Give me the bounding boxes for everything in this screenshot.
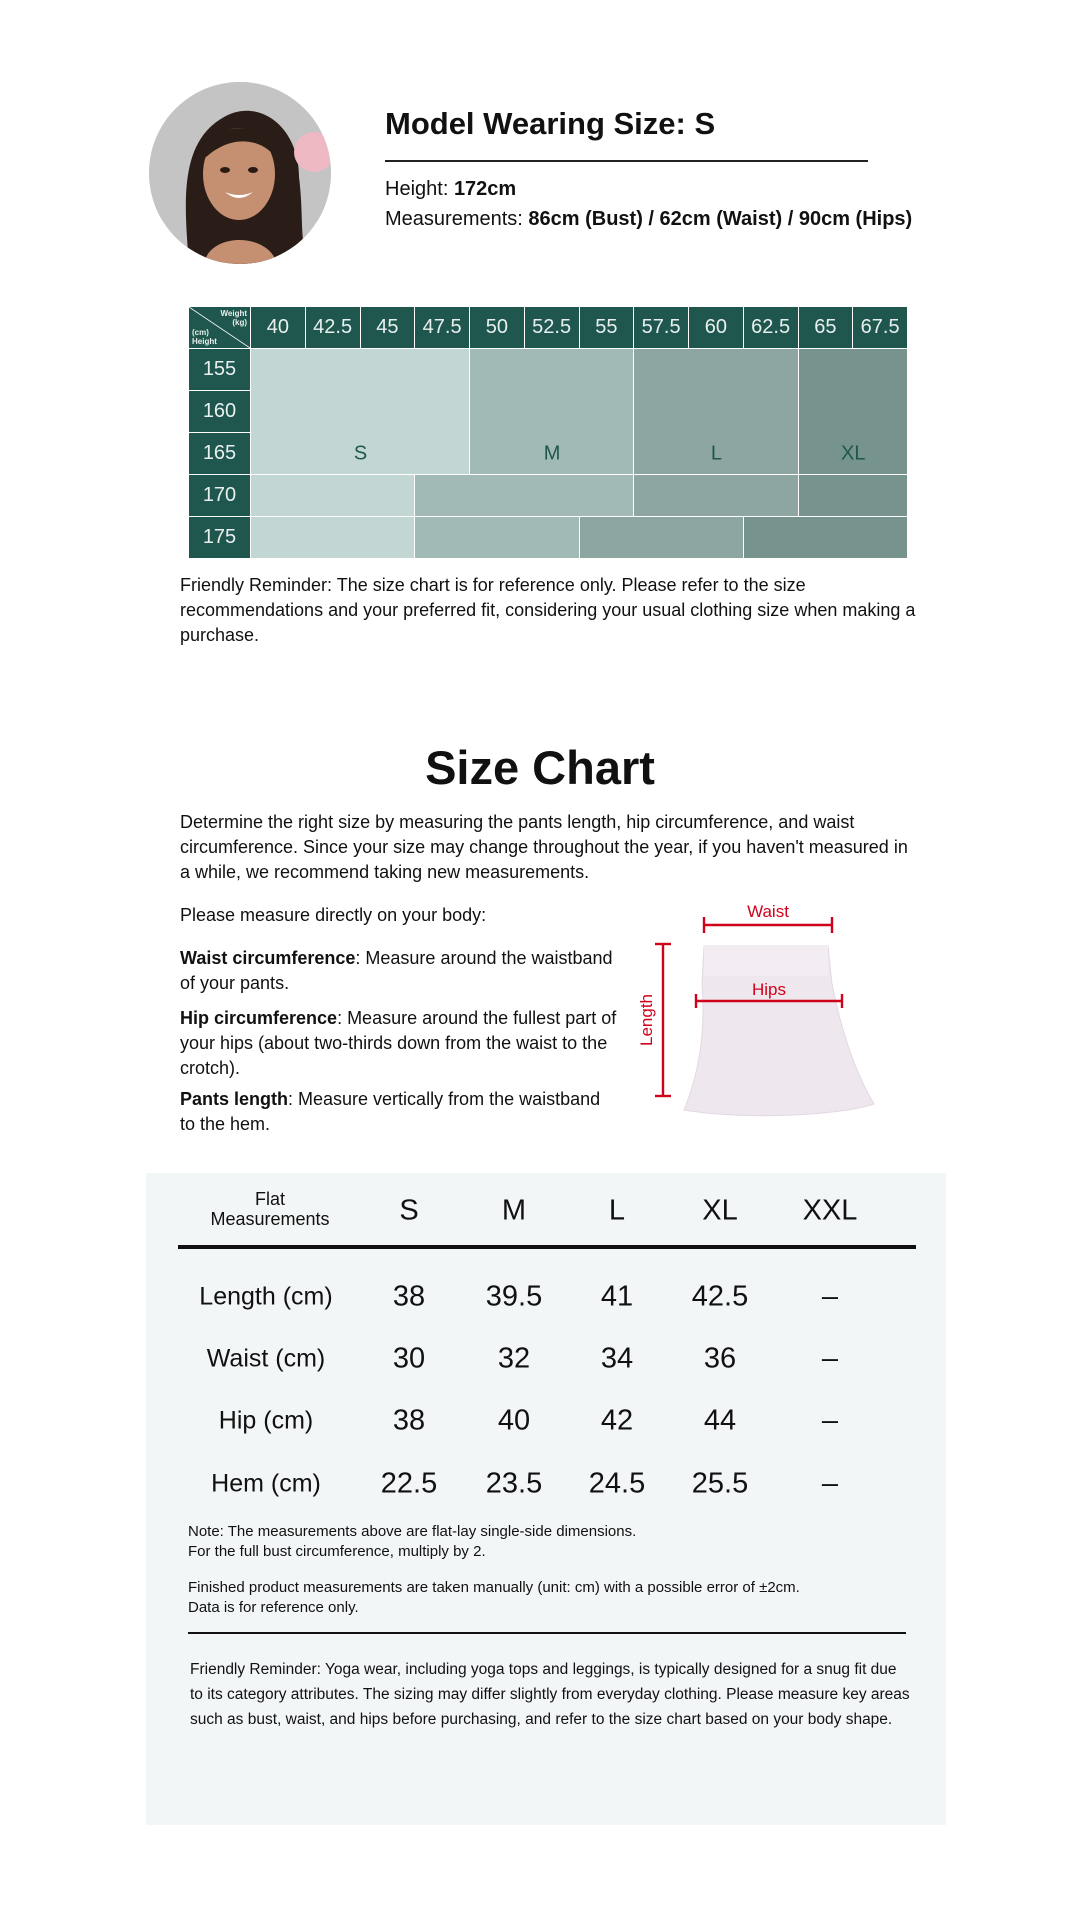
table-corner-header [210, 1189, 329, 1229]
weight-header-40: 40 [251, 307, 306, 349]
size-zone-s [251, 475, 415, 517]
size-column-m: M [501, 1194, 527, 1227]
corner-weight-unit: (kg) [232, 318, 247, 327]
table-cell: 32 [497, 1342, 531, 1375]
table-cell: 24.5 [588, 1467, 646, 1500]
size-chart-intro: Determine the right size by measuring the pants length, hip circumference, and waist circumference. Since your size may change throughout the year, if you haven't measured in a while, we recommend taking new measurements. [180, 812, 908, 882]
row-label: Length (cm) [199, 1282, 333, 1311]
corner-line-1: Flat [254, 1189, 285, 1209]
table-cell: 25.5 [691, 1467, 749, 1500]
table-cell: 42 [600, 1404, 634, 1437]
size-label-xl: XL [841, 442, 866, 465]
size-zone-m [415, 517, 579, 559]
table-cell: – [821, 1280, 839, 1313]
model-portrait-illustration [149, 82, 331, 264]
weight-header-47.5: 47.5 [415, 307, 470, 349]
height-header-160: 160 [189, 391, 251, 433]
table-cell: 23.5 [485, 1467, 543, 1500]
waist-desc: : Measure around the waistband of your pants. [180, 948, 613, 993]
size-zone-s [251, 517, 415, 559]
size-zone-l [634, 475, 798, 517]
skirt-measurement-diagram [636, 904, 886, 1126]
title-divider [385, 160, 868, 162]
table-cell: – [821, 1467, 839, 1500]
table-cell: 36 [703, 1342, 737, 1375]
weight-header-52.5: 52.5 [525, 307, 580, 349]
table-cell: 41 [600, 1280, 634, 1313]
table-cell: 38 [392, 1404, 426, 1437]
size-zone-xl [744, 517, 908, 559]
model-photo [149, 82, 331, 264]
weight-header-57.5: 57.5 [634, 307, 689, 349]
hip-definition [180, 1006, 620, 1081]
measurements-value: 86cm (Bust) / 62cm (Waist) / 90cm (Hips) [528, 208, 913, 230]
table-cell: 30 [392, 1342, 426, 1375]
weight-header-65: 65 [799, 307, 854, 349]
length-desc: : Measure vertically from the waistband to the hem. [180, 1089, 601, 1134]
header-divider [178, 1245, 916, 1249]
model-size-title: Model Wearing Size: S [385, 106, 716, 141]
hip-desc: : Measure around the fullest part of your hips (about two-thirds down from the waist to the crotch). [180, 1008, 617, 1078]
size-column-xxl: XXL [802, 1194, 858, 1227]
corner-line-2: Measurements [210, 1209, 330, 1229]
weight-header-67.5: 67.5 [853, 307, 908, 349]
table-cell: 44 [703, 1404, 737, 1437]
height-header-175: 175 [189, 517, 251, 559]
corner-weight-label: Weight [220, 309, 247, 318]
size-reminder-text: Friendly Reminder: The size chart is for reference only. Please refer to the size recommendations and your preferred fit, considering your usual clothing size when making a purchase. [180, 575, 916, 645]
note-line-2: For the full bust circumference, multiply by 2. [188, 1543, 486, 1560]
hips-label: Hips [751, 980, 787, 999]
weight-header-50: 50 [470, 307, 525, 349]
size-column-s: S [399, 1194, 419, 1227]
model-measurements [385, 208, 912, 231]
waist-definition [180, 946, 620, 996]
table-cell: 39.5 [485, 1280, 543, 1313]
height-value: 172cm [453, 178, 517, 200]
height-header-170: 170 [189, 475, 251, 517]
size-label-s: S [353, 442, 368, 465]
table-cell: 38 [392, 1280, 426, 1313]
table-cell: – [821, 1342, 839, 1375]
size-label-m: M [543, 442, 561, 465]
weight-header-45: 45 [361, 307, 416, 349]
table-cell: 40 [497, 1404, 531, 1437]
size-column-l: L [608, 1194, 626, 1227]
size-label-l: L [710, 442, 722, 465]
note-line-3: Finished product measurements are taken manually (unit: cm) with a possible error of ±2cm. [188, 1579, 800, 1596]
length-definition [180, 1087, 620, 1137]
table-cell: 22.5 [380, 1467, 438, 1500]
length-term: Pants length [180, 1089, 289, 1109]
model-height [385, 178, 516, 201]
table-cell: 42.5 [691, 1280, 749, 1313]
grid-corner [189, 307, 251, 349]
corner-height-label: Height [192, 337, 217, 346]
hip-term: Hip circumference [180, 1008, 338, 1028]
yoga-reminder-text: Friendly Reminder: Yoga wear, including yoga tops and leggings, is typically designed for a snug fit due to its category attributes. The sizing may differ slightly from everyday clothing. Please measure key areas such as bust, waist, and hips before purchasing, and refer to the size chart based on your body shape. [190, 1661, 910, 1728]
row-label: Waist (cm) [206, 1344, 326, 1373]
waist-label: Waist [747, 904, 789, 921]
size-zone-xl [799, 475, 909, 517]
notes-divider [188, 1632, 906, 1634]
size-zone-l [580, 517, 744, 559]
note-line-1: Note: The measurements above are flat-lay single-side dimensions. [188, 1523, 637, 1540]
row-label: Hip (cm) [218, 1406, 314, 1435]
note-line-4: Data is for reference only. [188, 1599, 359, 1616]
row-label: Hem (cm) [211, 1469, 321, 1498]
height-header-165: 165 [189, 433, 251, 475]
weight-header-60: 60 [689, 307, 744, 349]
size-chart-title: Size Chart [425, 741, 655, 794]
table-cell: 34 [600, 1342, 634, 1375]
size-recommendation-grid [189, 307, 908, 559]
measurements-label: Measurements: [385, 208, 529, 230]
waist-term: Waist circumference [180, 948, 356, 968]
weight-header-62.5: 62.5 [744, 307, 799, 349]
flat-measurement-panel [146, 1173, 946, 1825]
length-label: Length [637, 994, 656, 1046]
weight-header-42.5: 42.5 [306, 307, 361, 349]
corner-height-unit: (cm) [192, 328, 209, 337]
size-zone-m [415, 475, 634, 517]
table-cell: – [821, 1404, 839, 1437]
weight-header-55: 55 [580, 307, 635, 349]
skirt-waistband [704, 946, 828, 976]
size-column-xl: XL [702, 1194, 738, 1227]
height-label: Height: [385, 178, 454, 200]
height-header-155: 155 [189, 349, 251, 391]
measure-heading: Please measure directly on your body: [180, 905, 487, 925]
